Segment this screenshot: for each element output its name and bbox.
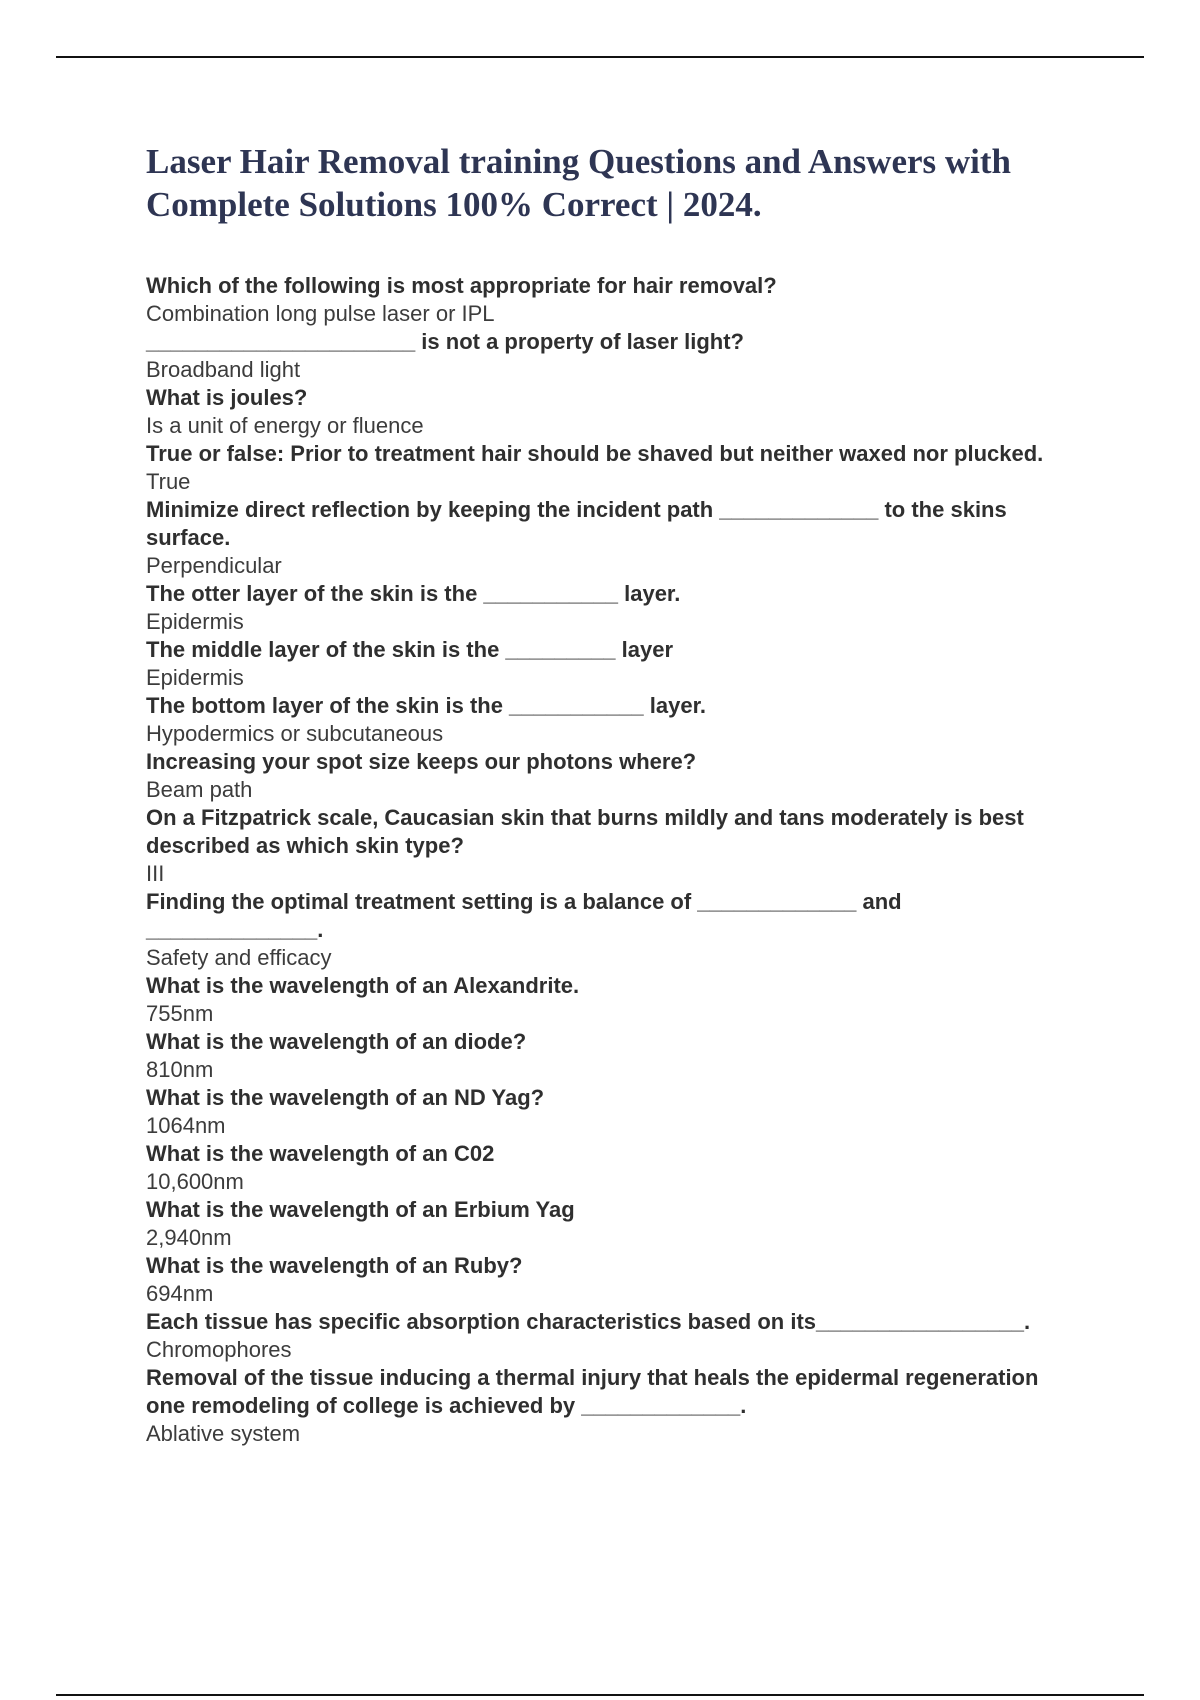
qa-item xyxy=(146,1364,1076,1448)
qa-item xyxy=(146,1028,1076,1084)
qa-item xyxy=(146,1308,1076,1364)
question-text: Each tissue has specific absorption characteristics based on its_________________. xyxy=(146,1309,1031,1334)
answer-text: 755nm xyxy=(146,1001,214,1026)
question-text: Increasing your spot size keeps our photons where? xyxy=(146,749,697,774)
question-text: True or false: Prior to treatment hair should be shaved but neither waxed nor plucked. xyxy=(146,441,1044,466)
answer-text: True xyxy=(146,469,191,494)
answer-text: 10,600nm xyxy=(146,1169,244,1194)
qa-item xyxy=(146,748,1076,804)
question-text: Removal of the tissue inducing a thermal injury that heals the epidermal regeneration one remodeling of college is achieved by _____________. xyxy=(146,1365,1045,1418)
qa-item xyxy=(146,1084,1076,1140)
answer-text: III xyxy=(146,861,165,886)
answer-text: 2,940nm xyxy=(146,1225,232,1250)
qa-item xyxy=(146,888,1076,972)
qa-item xyxy=(146,1140,1076,1196)
answer-text: Ablative system xyxy=(146,1421,301,1446)
qa-item xyxy=(146,328,1076,384)
qa-item xyxy=(146,636,1076,692)
qa-item xyxy=(146,692,1076,748)
answer-text: Perpendicular xyxy=(146,553,282,578)
answer-text: Beam path xyxy=(146,777,253,802)
qa-item xyxy=(146,1196,1076,1252)
bottom-rule xyxy=(56,1694,1144,1696)
question-text: What is the wavelength of an Ruby? xyxy=(146,1253,523,1278)
document-body xyxy=(146,140,1076,1448)
question-text: The middle layer of the skin is the _________ layer xyxy=(146,637,674,662)
qa-item xyxy=(146,272,1076,328)
question-text: Minimize direct reflection by keeping the incident path _____________ to the skins surface. xyxy=(146,497,1013,550)
qa-item xyxy=(146,580,1076,636)
document-title: Laser Hair Removal training Questions and Answers with Complete Solutions 100% Correct | 2024. xyxy=(146,142,1012,224)
question-text: Which of the following is most appropriate for hair removal? xyxy=(146,273,777,298)
question-text: What is the wavelength of an C02 xyxy=(146,1141,495,1166)
answer-text: Safety and efficacy xyxy=(146,945,332,970)
question-text: What is joules? xyxy=(146,385,308,410)
answer-text: 694nm xyxy=(146,1281,214,1306)
answer-text: Epidermis xyxy=(146,665,244,690)
question-text: Finding the optimal treatment setting is a balance of _____________ and ______________. xyxy=(146,889,908,942)
question-text: The otter layer of the skin is the ___________ layer. xyxy=(146,581,681,606)
qa-item xyxy=(146,804,1076,888)
answer-text: Epidermis xyxy=(146,609,244,634)
qa-item xyxy=(146,384,1076,440)
answer-text: Chromophores xyxy=(146,1337,292,1362)
question-text: What is the wavelength of an diode? xyxy=(146,1029,527,1054)
qa-item xyxy=(146,972,1076,1028)
answer-text: Is a unit of energy or fluence xyxy=(146,413,424,438)
answer-text: 810nm xyxy=(146,1057,214,1082)
top-rule xyxy=(56,56,1144,58)
qa-item xyxy=(146,440,1076,496)
answer-text: Combination long pulse laser or IPL xyxy=(146,301,495,326)
qa-list xyxy=(146,272,1076,1448)
answer-text: Broadband light xyxy=(146,357,301,382)
question-text: What is the wavelength of an Erbium Yag xyxy=(146,1197,575,1222)
question-text: The bottom layer of the skin is the ___________ layer. xyxy=(146,693,707,718)
qa-item xyxy=(146,496,1076,580)
answer-text: Hypodermics or subcutaneous xyxy=(146,721,444,746)
qa-item xyxy=(146,1252,1076,1308)
question-text: What is the wavelength of an ND Yag? xyxy=(146,1085,545,1110)
answer-text: 1064nm xyxy=(146,1113,226,1138)
question-text: What is the wavelength of an Alexandrite. xyxy=(146,973,580,998)
question-text: ______________________ is not a property of laser light? xyxy=(146,329,744,354)
question-text: On a Fitzpatrick scale, Caucasian skin that burns mildly and tans moderately is best described as which skin type? xyxy=(146,805,1030,858)
